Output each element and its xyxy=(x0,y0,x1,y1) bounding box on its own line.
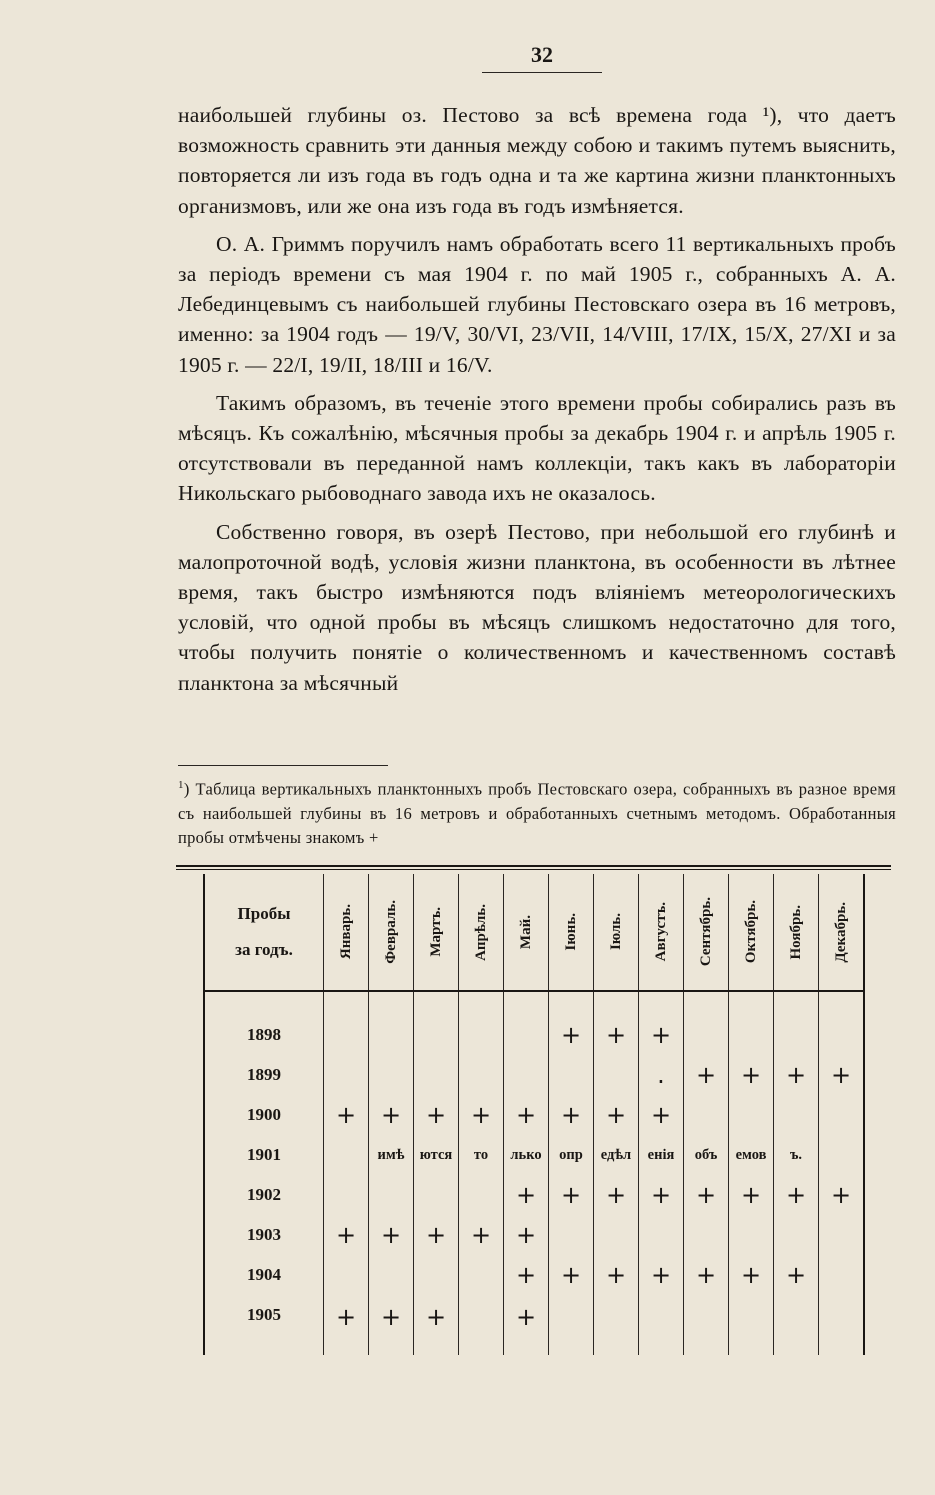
processed-sample-mark: + xyxy=(639,1015,684,1055)
table-row xyxy=(204,1055,864,1095)
month-label: Май. xyxy=(517,914,534,950)
processed-sample-mark: + xyxy=(594,1175,639,1215)
sample-cell xyxy=(414,1055,459,1095)
table-spacer-row xyxy=(204,991,864,1015)
sample-cell xyxy=(594,1215,639,1255)
processed-sample-mark: + xyxy=(594,1015,639,1055)
sample-cell xyxy=(414,1015,459,1055)
month-label: Мартъ. xyxy=(427,907,444,957)
sample-cell xyxy=(774,1015,819,1055)
sample-cell xyxy=(684,1015,729,1055)
month-header xyxy=(639,874,684,991)
processed-sample-mark: + xyxy=(594,1255,639,1295)
note-cell: ются xyxy=(414,1135,459,1175)
processed-sample-mark: + xyxy=(504,1175,549,1215)
note-cell: енія xyxy=(639,1135,684,1175)
table-body xyxy=(204,991,864,1355)
processed-sample-mark: + xyxy=(774,1055,819,1095)
sample-cell xyxy=(684,1095,729,1135)
sample-cell xyxy=(459,1015,504,1055)
month-header xyxy=(504,874,549,991)
month-label: Августъ. xyxy=(652,902,669,962)
processed-sample-mark: + xyxy=(729,1255,774,1295)
sample-cell xyxy=(549,1215,594,1255)
sample-cell xyxy=(774,1295,819,1355)
processed-sample-mark: + xyxy=(504,1095,549,1135)
month-label: Апрѣль. xyxy=(472,903,489,961)
sample-cell xyxy=(324,1175,369,1215)
sample-cell xyxy=(729,1095,774,1135)
month-label: Ноябрь. xyxy=(787,904,804,960)
processed-sample-mark: + xyxy=(549,1255,594,1295)
month-header xyxy=(369,874,414,991)
processed-sample-mark: + xyxy=(324,1095,369,1135)
sample-cell xyxy=(594,1055,639,1095)
month-header xyxy=(324,874,369,991)
sample-cell xyxy=(324,1255,369,1295)
note-cell: лько xyxy=(504,1135,549,1175)
sample-cell xyxy=(774,1095,819,1135)
processed-sample-mark: + xyxy=(594,1095,639,1135)
note-cell: имѣ xyxy=(369,1135,414,1175)
table-top-rule-thin xyxy=(176,869,891,870)
month-header xyxy=(594,874,639,991)
processed-sample-mark: + xyxy=(729,1175,774,1215)
year-column-header xyxy=(204,874,324,991)
processed-sample-mark: + xyxy=(684,1175,729,1215)
month-header xyxy=(729,874,774,991)
paragraph: Собственно говоря, въ озерѣ Пестово, при небольшой его глубинѣ и малопроточной водѣ, условія жизни планктона, въ особенности въ лѣтнее время, такъ быстро измѣняются подъ вліяніемъ метеорологическихъ условій, что одной пробы въ мѣсяцъ слишкомъ недостаточно для того, чтобы получить понятіе о количественномъ и качественномъ составѣ планктона за мѣсячный xyxy=(178,519,896,695)
processed-sample-mark: + xyxy=(774,1175,819,1215)
table-header-row xyxy=(204,874,864,991)
sample-cell xyxy=(459,1255,504,1295)
processed-sample-mark: + xyxy=(369,1215,414,1255)
table-row xyxy=(204,1295,864,1355)
sample-cell xyxy=(684,1295,729,1355)
spacer-cell xyxy=(774,991,819,1015)
spacer-cell xyxy=(504,991,549,1015)
processed-sample-mark: + xyxy=(324,1215,369,1255)
sample-cell xyxy=(324,1135,369,1175)
spacer-cell xyxy=(684,991,729,1015)
month-header xyxy=(414,874,459,991)
footnote xyxy=(178,773,896,850)
sample-cell xyxy=(369,1175,414,1215)
processed-sample-mark: + xyxy=(504,1215,549,1255)
footnote-rule xyxy=(178,765,388,766)
sample-cell xyxy=(504,1015,549,1055)
month-header xyxy=(549,874,594,991)
sample-cell xyxy=(504,1055,549,1095)
processed-sample-mark: + xyxy=(414,1215,459,1255)
year-cell: 1903 xyxy=(204,1215,324,1255)
sample-cell xyxy=(819,1095,865,1135)
note-cell: едѣл xyxy=(594,1135,639,1175)
processed-sample-mark: + xyxy=(774,1255,819,1295)
sample-cell xyxy=(549,1295,594,1355)
processed-sample-mark: + xyxy=(369,1295,414,1355)
sample-cell xyxy=(459,1055,504,1095)
header-rule xyxy=(482,72,602,73)
sample-cell xyxy=(369,1015,414,1055)
processed-sample-mark: + xyxy=(819,1055,865,1095)
month-header xyxy=(774,874,819,991)
processed-sample-mark: + xyxy=(729,1055,774,1095)
plankton-samples-table xyxy=(203,874,865,1355)
sample-cell xyxy=(594,1295,639,1355)
spacer-cell xyxy=(369,991,414,1015)
processed-sample-mark: + xyxy=(549,1015,594,1055)
month-label: Іюнь. xyxy=(562,913,579,951)
sample-cell xyxy=(369,1055,414,1095)
sample-cell xyxy=(774,1215,819,1255)
processed-sample-mark: + xyxy=(684,1255,729,1295)
month-header xyxy=(684,874,729,991)
processed-sample-mark: + xyxy=(639,1255,684,1295)
sample-cell xyxy=(369,1255,414,1295)
paragraph: наибольшей глубины оз. Пестово за всѣ времена года ¹), что даетъ возможность сравнить эти данныя между собою и такимъ путемъ выяснить, повторяется ли изъ года въ годъ одна и та же картина жизни планктонныхъ организмовъ, или же она изъ года въ годъ измѣняется. xyxy=(178,103,896,218)
footnote-text: ) Таблица вертикальныхъ планктонныхъ пробъ Пестовскаго озера, собранныхъ въ разное время съ наибольшей глубины въ 16 метровъ и обработанныхъ счетнымъ методомъ. Обработанныя пробы отмѣчены знакомъ + xyxy=(178,779,896,847)
paragraph: О. А. Гриммъ поручилъ намъ обработать всего 11 вертикальныхъ пробъ за періодъ времени съ мая 1904 г. по май 1905 г., собранныхъ А. А. Лебединцевымъ съ наибольшей глубины Пестовскаго озера въ 16 метровъ, именно: за 1904 годъ — 19/V, 30/VI, 23/VII, 14/VIII, 17/IX, 15/X, 27/XI и за 1905 г. — 22/I, 19/II, 18/III и 16/V. xyxy=(178,231,896,377)
spacer-cell xyxy=(819,991,865,1015)
sample-cell xyxy=(684,1215,729,1255)
sample-cell xyxy=(819,1215,865,1255)
table-row xyxy=(204,1215,864,1255)
year-cell: 1900 xyxy=(204,1095,324,1135)
paragraph: Такимъ образомъ, въ теченіе этого времени пробы собирались разъ въ мѣсяцъ. Къ сожалѣнію, мѣсячныя пробы за декабрь 1904 г. и апрѣль 1905 г. отсутствовали въ переданной намъ коллекціи, такъ какъ въ лабораторіи Никольскаго рыбоводнаго завода ихъ не оказалось. xyxy=(178,390,896,506)
year-header-line2: за годъ. xyxy=(235,940,293,959)
spacer-cell xyxy=(414,991,459,1015)
sample-cell xyxy=(639,1215,684,1255)
year-cell: 1901 xyxy=(204,1135,324,1175)
sample-cell xyxy=(819,1135,865,1175)
sample-cell xyxy=(819,1295,865,1355)
spacer-cell xyxy=(459,991,504,1015)
processed-sample-mark: + xyxy=(549,1175,594,1215)
table-row xyxy=(204,1135,864,1175)
month-header xyxy=(819,874,865,991)
month-label: Сентябрь. xyxy=(697,897,714,967)
sample-cell xyxy=(459,1175,504,1215)
processed-sample-mark: + xyxy=(819,1175,865,1215)
spacer-cell xyxy=(549,991,594,1015)
month-label: Октябрь. xyxy=(742,900,759,964)
processed-sample-mark: + xyxy=(504,1295,549,1355)
processed-sample-mark: + xyxy=(459,1095,504,1135)
sample-cell xyxy=(459,1295,504,1355)
footnote-marker: 1 xyxy=(178,779,184,791)
sample-cell xyxy=(729,1215,774,1255)
sample-cell xyxy=(324,1015,369,1055)
processed-sample-mark: + xyxy=(639,1095,684,1135)
sample-cell xyxy=(324,1055,369,1095)
sample-cell: . xyxy=(639,1055,684,1095)
spacer-cell xyxy=(324,991,369,1015)
note-cell: объ xyxy=(684,1135,729,1175)
processed-sample-mark: + xyxy=(369,1095,414,1135)
spacer-cell xyxy=(594,991,639,1015)
processed-sample-mark: + xyxy=(684,1055,729,1095)
year-cell: 1899 xyxy=(204,1055,324,1095)
table-row xyxy=(204,1095,864,1135)
processed-sample-mark: + xyxy=(414,1295,459,1355)
sample-cell xyxy=(414,1175,459,1215)
month-label: Февраль. xyxy=(382,900,399,964)
processed-sample-mark: + xyxy=(414,1095,459,1135)
sample-cell xyxy=(819,1255,865,1295)
year-cell: 1902 xyxy=(204,1175,324,1215)
sample-cell xyxy=(639,1295,684,1355)
spacer-cell xyxy=(204,991,324,1015)
processed-sample-mark: + xyxy=(459,1215,504,1255)
processed-sample-mark: + xyxy=(504,1255,549,1295)
spacer-cell xyxy=(729,991,774,1015)
processed-sample-mark: + xyxy=(324,1295,369,1355)
note-cell: опр xyxy=(549,1135,594,1175)
body-text xyxy=(178,100,896,706)
page-number: 32 xyxy=(531,42,553,67)
sample-cell xyxy=(729,1015,774,1055)
table-row xyxy=(204,1175,864,1215)
sample-cell xyxy=(414,1255,459,1295)
spacer-cell xyxy=(639,991,684,1015)
note-cell: то xyxy=(459,1135,504,1175)
processed-sample-mark: + xyxy=(549,1095,594,1135)
month-label: Январь. xyxy=(337,904,354,960)
year-header-line1: Пробы xyxy=(237,904,291,923)
month-label: Декабрь. xyxy=(832,901,849,963)
table-row xyxy=(204,1015,864,1055)
year-cell: 1898 xyxy=(204,1015,324,1055)
sample-cell xyxy=(549,1055,594,1095)
processed-sample-mark: + xyxy=(639,1175,684,1215)
month-label: Іюль. xyxy=(607,913,624,951)
month-header xyxy=(459,874,504,991)
sample-cell xyxy=(819,1015,865,1055)
note-cell: ъ. xyxy=(774,1135,819,1175)
sample-cell xyxy=(729,1295,774,1355)
table-row xyxy=(204,1255,864,1295)
year-cell: 1905 xyxy=(204,1295,324,1355)
table-top-rule xyxy=(176,865,891,867)
note-cell: емов xyxy=(729,1135,774,1175)
year-cell: 1904 xyxy=(204,1255,324,1295)
